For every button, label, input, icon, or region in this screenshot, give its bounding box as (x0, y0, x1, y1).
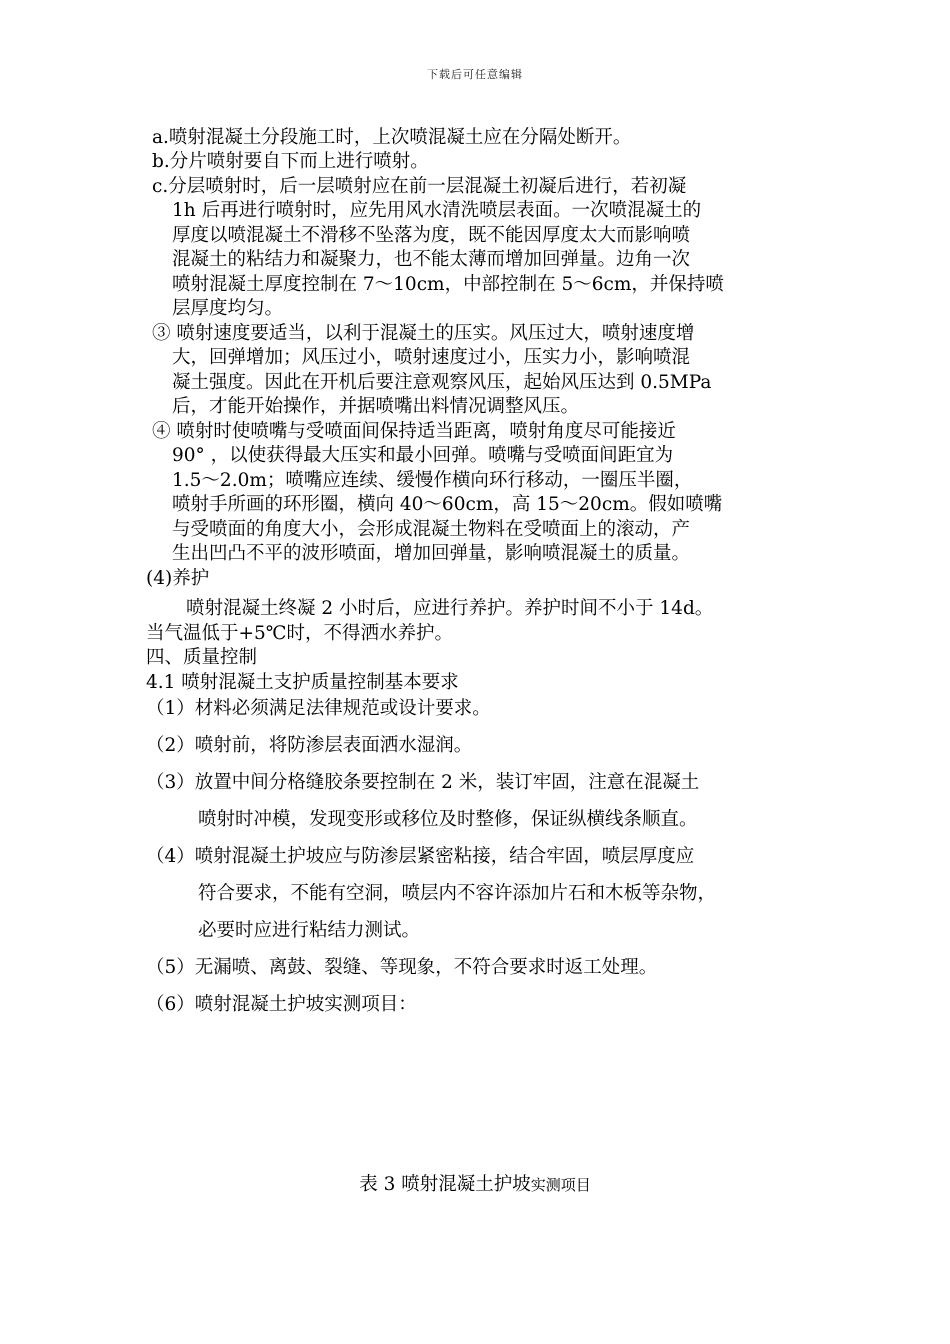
text-line: 层厚度均匀。 (172, 298, 284, 319)
list-item-continuation: 符合要求，不能有空洞，喷层内不容许添加片石和木板等杂物， (198, 883, 717, 904)
text-line: 喷射混凝土终凝 2 小时后，应进行养护。养护时间不小于 14d。 (186, 598, 714, 619)
list-item: （5）无漏喷、离鼓、裂缝、等现象，不符合要求时返工处理。 (146, 957, 658, 978)
list-item-continuation: 必要时应进行粘结力测试。 (198, 920, 421, 941)
list-item: （3）放置中间分格缝胶条要控制在 2 米，装订牢固，注意在混凝土 (146, 772, 700, 793)
text-line: c.分层喷射时，后一层喷射应在前一层混凝土初凝后进行，若初凝 (152, 176, 687, 197)
text-line: 生出凹凸不平的波形喷面，增加回弹量，影响喷混凝土的质量。 (172, 543, 691, 564)
list-item: （2）喷射前，将防渗层表面洒水湿润。 (146, 735, 473, 756)
text-line: 混凝土的粘结力和凝聚力，也不能太薄而增加回弹量。边角一次 (172, 249, 691, 270)
text-line: ③ 喷射速度要适当，以利于混凝土的压实。风压过大，喷射速度增 (152, 323, 695, 344)
text-line: b.分片喷射要自下而上进行喷射。 (152, 151, 429, 172)
text-line: 大，回弹增加；风压过小，喷射速度过小，压实力小，影响喷混 (172, 347, 691, 368)
list-item-continuation: 喷射时冲模，发现变形或移位及时整修，保证纵横线条顺直。 (198, 809, 698, 830)
table-caption (0, 1170, 950, 1196)
list-item: （4）喷射混凝土护坡应与防渗层紧密粘接，结合牢固，喷层厚度应 (146, 846, 695, 867)
text-line: 厚度以喷混凝土不滑移不坠落为度，既不能因厚度太大而影响喷 (172, 225, 691, 246)
list-item: （1）材料必须满足法律规范或设计要求。 (146, 698, 491, 719)
text-line: ④ 喷射时使喷嘴与受喷面间保持适当距离，喷射角度尽可能接近 (152, 421, 676, 442)
text-line: 1h 后再进行喷射时，应先用风水清洗喷层表面。一次喷混凝土的 (172, 200, 702, 221)
text-line: 凝土强度。因此在开机后要注意观察风压，起始风压达到 0.5MPa (172, 372, 712, 393)
page-header: 下载后可任意编辑 (427, 68, 523, 81)
text-line: 90° ，以使获得最大压实和最小回弹。喷嘴与受喷面间距宜为 (172, 445, 674, 466)
text-line: 与受喷面的角度大小，会形成混凝土物料在受喷面上的滚动，产 (172, 519, 691, 540)
text-line: 喷射手所画的环形圈，横向 40～60cm，高 15～20cm。假如喷嘴 (172, 494, 723, 515)
list-item: （6）喷射混凝土护坡实测项目： (146, 994, 417, 1015)
section-heading: 四、质量控制 (146, 647, 258, 668)
text-line: 喷射混凝土厚度控制在 7～10cm，中部控制在 5～6cm，并保持喷 (172, 274, 724, 295)
table-caption-main: 表 3 喷射混凝土护坡 (359, 1174, 531, 1195)
text-line: 后，才能开始操作，并据喷嘴出料情况调整风压。 (172, 396, 580, 417)
text-line: 当气温低于+5℃时，不得洒水养护。 (146, 623, 453, 644)
section-heading: (4)养护 (146, 568, 210, 589)
text-line: a.喷射混凝土分段施工时，上次喷混凝土应在分隔处断开。 (152, 127, 632, 148)
table-caption-small: 实测项目 (530, 1176, 591, 1194)
section-heading: 4.1 喷射混凝土支护质量控制基本要求 (146, 672, 459, 693)
text-line: 1.5～2.0m；喷嘴应连续、缓慢作横向环行移动，一圈压半圈， (172, 470, 693, 491)
